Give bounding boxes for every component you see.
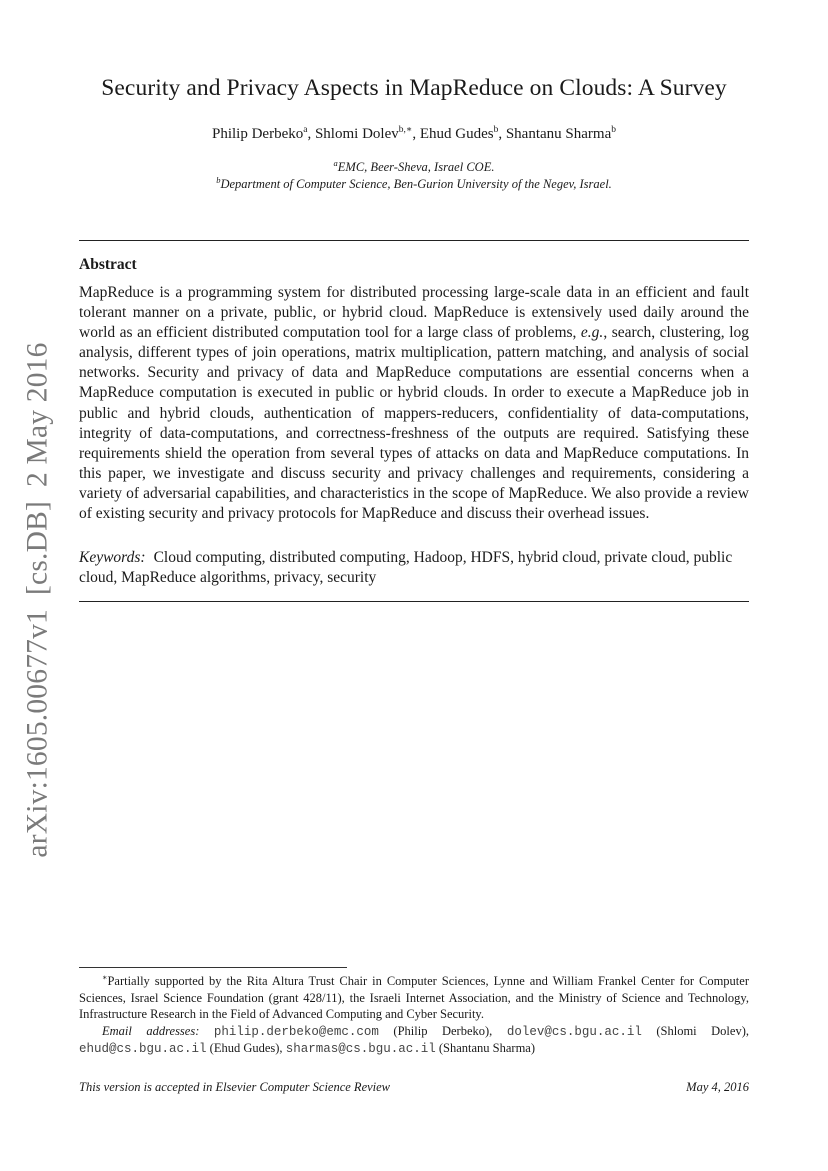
author-affiliation-mark: b	[493, 125, 499, 135]
affiliation-a	[0, 159, 828, 175]
email-label: Email addresses:	[102, 1023, 200, 1038]
affiliation-b	[0, 176, 828, 192]
author-affiliation-mark: b,∗	[398, 125, 413, 135]
abstract-bottom-rule	[79, 601, 749, 602]
author-name: Philip Derbeko	[212, 126, 304, 142]
author-affiliation-mark: b	[611, 125, 616, 135]
email-owner: (Philip Derbeko),	[378, 1023, 507, 1038]
affiliation-mark: b	[216, 175, 221, 185]
author-name: Shlomi Dolev	[314, 126, 399, 142]
footnote-text: Partially supported by the Rita Altura Trust Chair in Computer Sciences, Lynne and William Frankel Center for Computer Sciences, Israel Science Foundation (grant 428/11), the Israeli Internet Association, and the Ministry of Science and Technology, Infrastructure Research in the Field of Advanced Computing and Cyber Security.	[79, 974, 749, 1022]
footnote-mark: ∗	[102, 973, 108, 982]
abstract-text-part: MapReduce is a programming system for distributed processing large-scale data in an efficient and fault tolerant manner on a private, public, or hybrid cloud. MapReduce is extensively used daily around the world as an efficient distributed computation tool for a large class of problems,	[79, 284, 749, 342]
abstract-text	[79, 283, 749, 524]
arxiv-stamp	[22, 342, 55, 857]
abstract-heading: Abstract	[79, 256, 137, 273]
abstract-top-rule	[79, 240, 749, 241]
author-separator: ,	[307, 126, 315, 142]
keywords	[79, 548, 749, 588]
affiliation-text: Department of Computer Science, Ben-Gurion University of the Negev, Israel.	[220, 177, 612, 191]
arxiv-id: arXiv:1605.00677v1	[21, 608, 54, 858]
keywords-label: Keywords:	[79, 549, 146, 566]
email-link[interactable]: philip.derbeko@emc.com	[213, 1024, 379, 1039]
author-name: Ehud Gudes	[419, 126, 494, 142]
author-name: Shantanu Sharma	[505, 126, 612, 142]
email-link[interactable]: sharmas@cs.bgu.ac.il	[285, 1042, 436, 1057]
footnote-funding	[79, 973, 749, 1023]
abstract-eg: e.g.	[580, 324, 604, 342]
author-separator: ,	[412, 126, 420, 142]
author-affiliation-mark: a	[303, 125, 308, 135]
email-link[interactable]: ehud@cs.bgu.ac.il	[79, 1042, 207, 1057]
footer-version-note: This version is accepted in Elsevier Computer Science Review	[79, 1080, 391, 1094]
email-owner: (Shantanu Sharma)	[435, 1041, 535, 1056]
footnote	[79, 973, 749, 1058]
arxiv-category: [cs.DB]	[21, 501, 54, 595]
paper-title: Security and Privacy Aspects in MapReduce on Clouds: A Survey	[101, 75, 727, 101]
email-owner: (Shlomi Dolev),	[641, 1023, 749, 1038]
email-owner: (Ehud Gudes),	[206, 1041, 286, 1056]
footer-date: May 4, 2016	[686, 1080, 749, 1094]
arxiv-date: 2 May 2016	[21, 342, 54, 487]
abstract-text-part: , search, clustering, log analysis, different types of join operations, matrix multiplication, pattern matching, and analysis of social networks. Security and privacy of data and MapReduce computations are essential concerns when a MapReduce computation is executed in public or hybrid clouds. In order to execute a MapReduce job in public and hybrid clouds, authentication of mappers-reducers, confidentiality of data-computations, integrity of data-computations, and correctness-freshness of the outputs are required. Satisfying these requirements shield the operation from several types of attacks on data and MapReduce computations. In this paper, we investigate and discuss security and privacy challenges and requirements, considering a variety of adversarial capabilities, and characteristics in the scope of MapReduce. We also provide a review of existing security and privacy protocols for MapReduce and discuss their overhead issues.	[79, 324, 749, 523]
email-link[interactable]: dolev@cs.bgu.ac.il	[506, 1024, 642, 1039]
footnote-rule	[79, 967, 347, 968]
author-list	[0, 124, 828, 144]
affiliation-text: EMC, Beer-Sheva, Israel COE.	[337, 160, 495, 174]
author-separator: ,	[498, 126, 506, 142]
keywords-text: Cloud computing, distributed computing, Hadoop, HDFS, hybrid cloud, private cloud, public cloud, MapReduce algorithms, privacy, security	[79, 549, 733, 586]
affiliation-mark: a	[333, 158, 338, 168]
footnote-emails	[79, 1023, 749, 1058]
